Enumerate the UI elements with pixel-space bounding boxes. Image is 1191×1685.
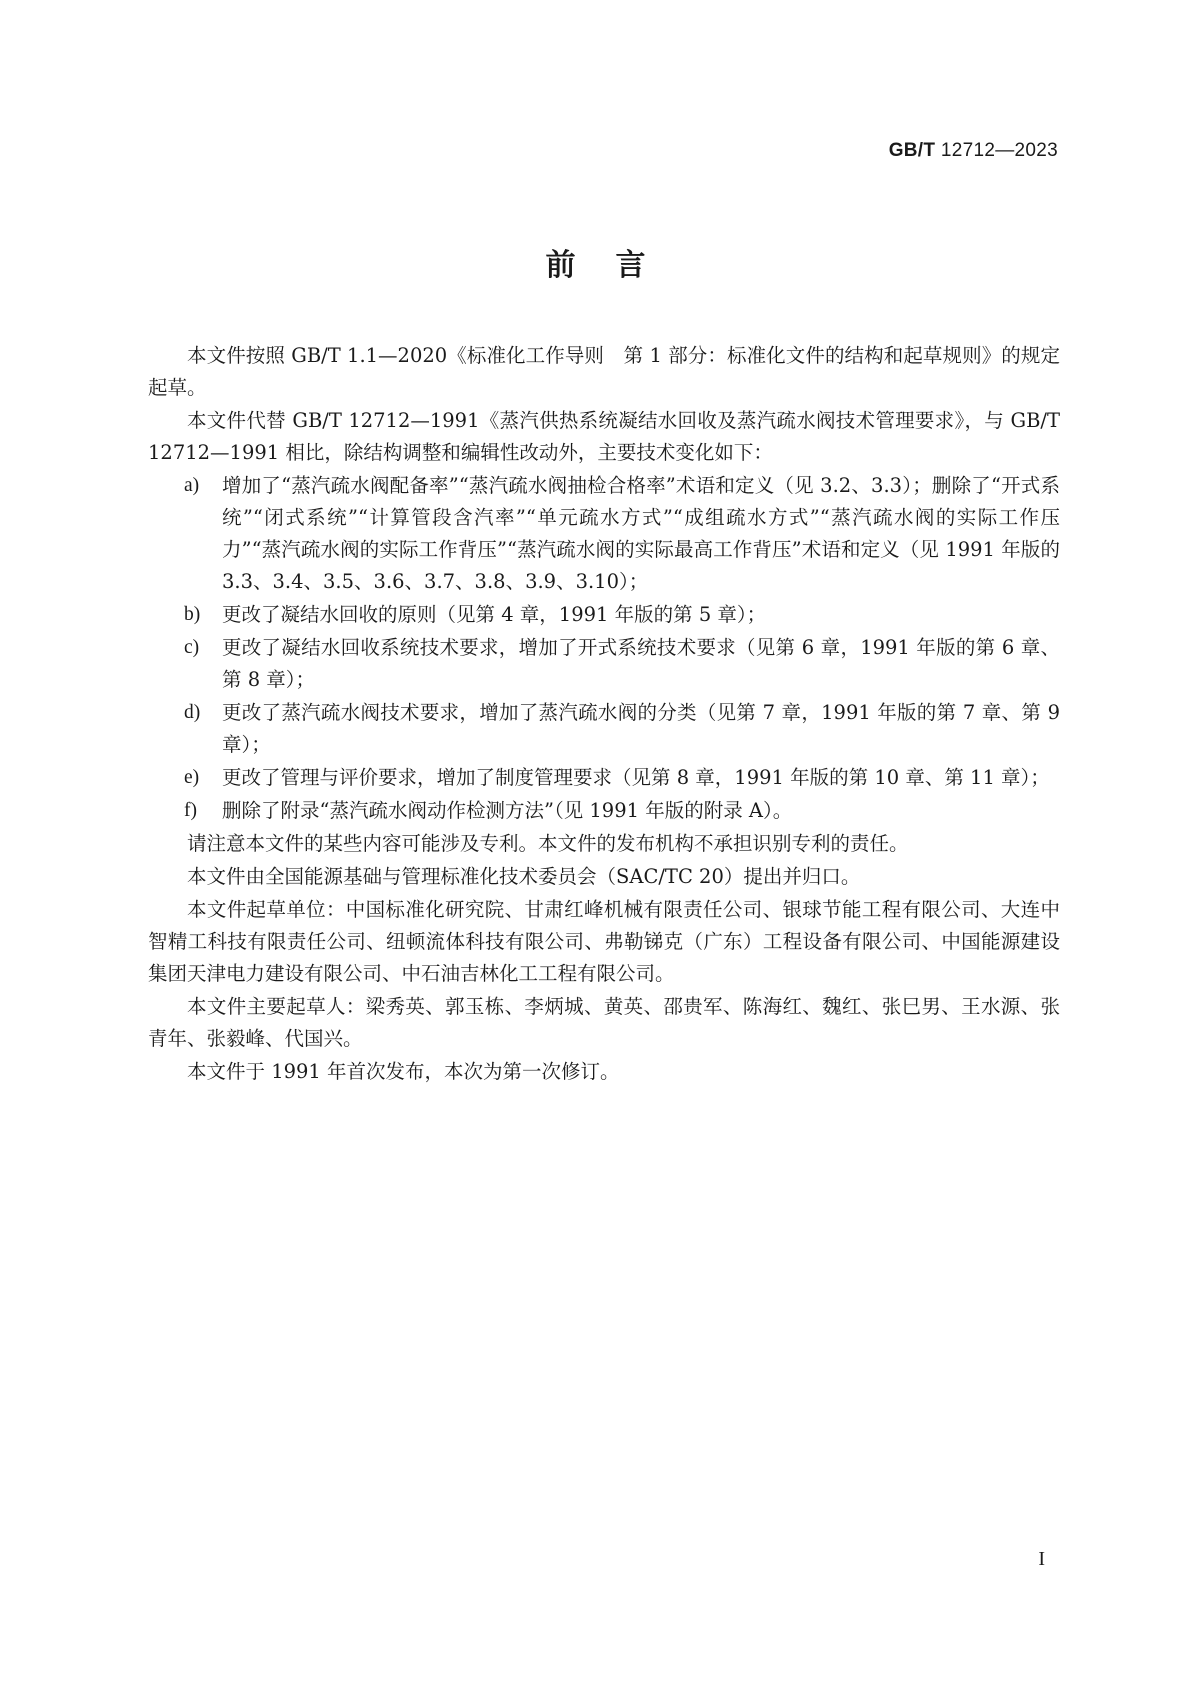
list-item-label: e): [184, 767, 200, 788]
paragraph-drafting-units: 本文件起草单位：中国标准化研究院、甘肃红峰机械有限责任公司、银球节能工程有限公司、大连中智精工科技有限责任公司、纽顿流体科技有限公司、弗勒锑克（广东）工程设备有限公司、中国能源建设集团天津电力建设有限公司、中石油吉林化工工程有限公司。: [148, 898, 1060, 985]
list-item: [148, 599, 1060, 631]
list-item-text: 删除了附录“蒸汽疏水阀动作检测方法”（见 1991 年版的附录 A）。: [222, 799, 793, 822]
standard-number: 12712—2023: [940, 140, 1058, 161]
paragraph-history: 本文件于 1991 年首次发布，本次为第一次修订。: [187, 1060, 620, 1083]
paragraph-proposer: 本文件由全国能源基础与管理标准化技术委员会（SAC/TC 20）提出并归口。: [187, 865, 861, 888]
paragraph-drafters: 本文件主要起草人：梁秀英、郭玉栋、李炳城、黄英、邵贵军、陈海红、魏红、张巳男、王水源、张青年、张毅峰、代国兴。: [148, 995, 1060, 1050]
paragraph-patent-notice: 请注意本文件的某些内容可能涉及专利。本文件的发布机构不承担识别专利的责任。: [187, 832, 909, 855]
list-item-text: 更改了蒸汽疏水阀技术要求，增加了蒸汽疏水阀的分类（见第 7 章，1991 年版的第 7 章、第 9 章）；: [222, 701, 1060, 756]
page-number: I: [1038, 1548, 1045, 1570]
list-item-text: 增加了“蒸汽疏水阀配备率”“蒸汽疏水阀抽检合格率”术语和定义（见 3.2、3.3）；删除了“开式系统”“闭式系统”“计算管段含汽率”“单元疏水方式”“成组疏水方式”“蒸汽疏水阀的实际工作压力”“蒸汽疏水阀的实际工作背压”“蒸汽疏水阀的实际最高工作背压”术语和定义（见 1991 年版的 3.3、3.4、3.5、3.6、3.7、3.8、3.9、3.10）；: [222, 474, 1060, 593]
list-item: [148, 632, 1060, 696]
list-item-text: 更改了凝结水回收的原则（见第 4 章，1991 年版的第 5 章）；: [222, 603, 767, 626]
paragraph-drafting-rules: 本文件按照 GB/T 1.1—2020《标准化工作导则 第 1 部分：标准化文件的结构和起草规则》的规定起草。: [148, 344, 1060, 399]
standard-prefix: GB/T: [888, 140, 936, 161]
paragraph-replacement: 本文件代替 GB/T 12712—1991《蒸汽供热系统凝结水回收及蒸汽疏水阀技术管理要求》，与 GB/T 12712—1991 相比，除结构调整和编辑性改动外，主要技术变化如下：: [148, 409, 1060, 464]
list-item-label: d): [184, 702, 201, 723]
list-item-label: f): [184, 800, 197, 821]
list-item: [148, 795, 1060, 827]
foreword-body: [148, 340, 1060, 1089]
list-item: [148, 470, 1060, 598]
list-item: [148, 697, 1060, 761]
list-item-text: 更改了管理与评价要求，增加了制度管理要求（见第 8 章，1991 年版的第 10 章、第 11 章）；: [222, 766, 1050, 789]
standard-code: [889, 140, 1058, 162]
list-item-text: 更改了凝结水回收系统技术要求，增加了开式系统技术要求（见第 6 章，1991 年版的第 6 章、第 8 章）；: [222, 636, 1060, 691]
page-title: 前言: [545, 248, 686, 283]
list-item: [148, 762, 1060, 794]
list-item-label: b): [184, 604, 201, 625]
list-item-label: a): [184, 475, 200, 496]
list-item-label: c): [184, 637, 200, 658]
